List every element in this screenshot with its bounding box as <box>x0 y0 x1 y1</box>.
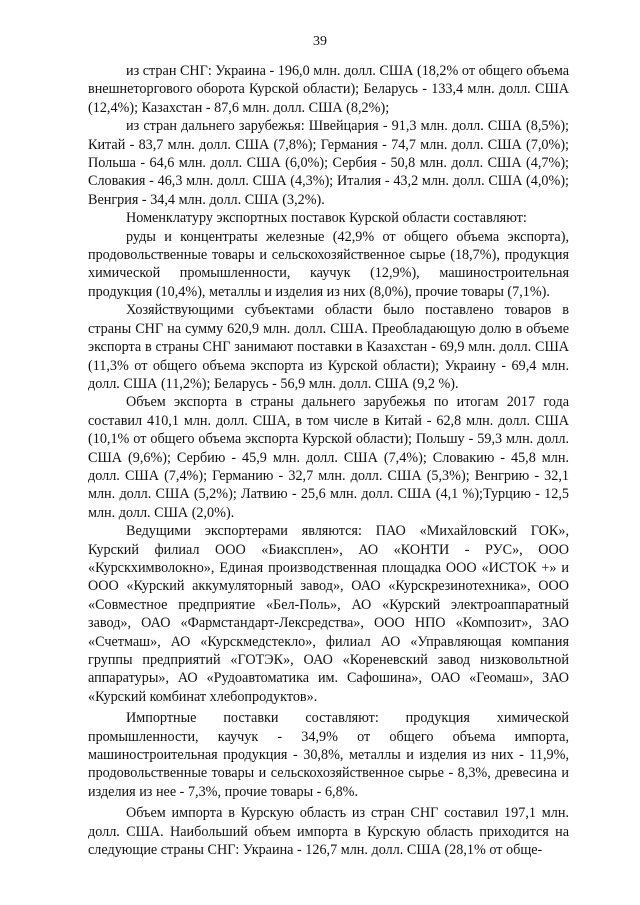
document-body <box>88 62 569 859</box>
paragraph-cis-trade-partners: из стран СНГ: Украина - 196,0 млн. долл. США (18,2% от общего объема внешнеторгового оборота Курской области); Беларусь - 133,4 млн. долл. США (12,4%); Казахстан - 87,6 млн. долл. США (8,2%); <box>88 63 569 116</box>
paragraph-import-structure: Импортные поставки составляют: продукция химической промышленности, каучук - 34,9% от общего объема импорта, машиностроительная продукция - 30,8%, металлы и изделия из них - 11,9%, продовольственные товары и сельскохозяйственное сырье - 8,3%, древесина и изделия из нее - 7,3%, прочие товары - 6,8%. <box>88 710 569 800</box>
paragraph-cis-imports: Объем импорта в Курскую область из стран СНГ составил 197,1 млн. долл. США. Наибольший объем импорта в Курскую область приходится на следующие страны СНГ: Украина - 126,7 млн. долл. США (28,1% от обще- <box>88 805 569 859</box>
paragraph-cis-exports: Хозяйствующими субъектами области было поставлено товаров в страны СНГ на сумму 620,9 млн. долл. США. Преобладающую долю в объеме экспорта в страны СНГ занимают поставки в Казахстан - 69,9 млн. долл. США (11,3% от общего объема экспорта из Курской области); Украину - 69,4 млн. долл. США (11,2%); Беларусь - 56,9 млн. долл. США (9,2 %). <box>88 302 569 392</box>
paragraph-export-nomenclature-intro: Номенклатуру экспортных поставок Курской области составляют: <box>126 210 527 227</box>
paragraph-far-abroad-trade-partners: из стран дальнего зарубежья: Швейцария - 91,3 млн. долл. США (8,5%); Китай - 83,7 млн. долл. США (7,8%); Германия - 74,7 млн. долл. США (7,0%); Польша - 64,6 млн. долл. США (6,0%); Сербия - 50,8 млн. долл. США (4,7%); Словакия - 46,3 млн. долл. США (4,3%); Италия - 43,2 млн. долл. США (4,0%); Венгрия - 34,4 млн. долл. США (3,2%). <box>88 118 569 208</box>
paragraph-leading-exporters: Ведущими экспортерами являются: ПАО «Михайловский ГОК», Курский филиал ООО «Биакcплен», АО «КОНТИ - РУС», ООО «Курскхимволокно», Единая производственная площадка ООО «ИСТОК +» и ООО «Курский аккумуляторный завод», ОАО «Курскрезинотехника», ООО «Совместное предприятие «Бел-Поль», АО «Курский электроаппаратный завод», ОАО «Фармстандарт-Лексредства», ООО НПО «Композит», ЗАО «Счетмаш», АО «Курскмедстекло», филиал АО «Управляющая компания группы предприятий «ГОТЭК», ОАО «Кореневский завод низковольтной аппаратуры», АО «Рудоавтоматика им. Сафошина», ОАО «Геомаш», ЗАО «Курский комбинат хлебопродуктов». <box>88 523 569 705</box>
page-number: 39 <box>313 34 327 49</box>
paragraph-far-abroad-exports: Объем экспорта в страны дальнего зарубежья по итогам 2017 года составил 410,1 млн. долл. США, в том числе в Китай - 62,8 млн. долл. США (10,1% от общего объема экспорта Курской области); Польшу - 59,3 млн. долл. США (9,6%); Сербию - 45,9 млн. долл. США (7,4%); Словакию - 45,8 млн. долл. США (7,4%); Германию - 32,7 млн. долл. США (5,3%); Венгрию - 32,1 млн. долл. США (5,2%); Латвию - 25,6 млн. долл. США (4,1 %);Турцию - 12,5 млн. долл. США (2,0%). <box>88 394 569 521</box>
paragraph-export-nomenclature: руды и концентраты железные (42,9% от общего объема экспорта), продовольственные товары и сельскохозяйственное сырье (18,7%), продукция химической промышленности, каучук (12,9%), машиностроительная продукция (10,4%), металлы и изделия из них (8,0%), прочие товары (7,1%). <box>88 228 569 300</box>
